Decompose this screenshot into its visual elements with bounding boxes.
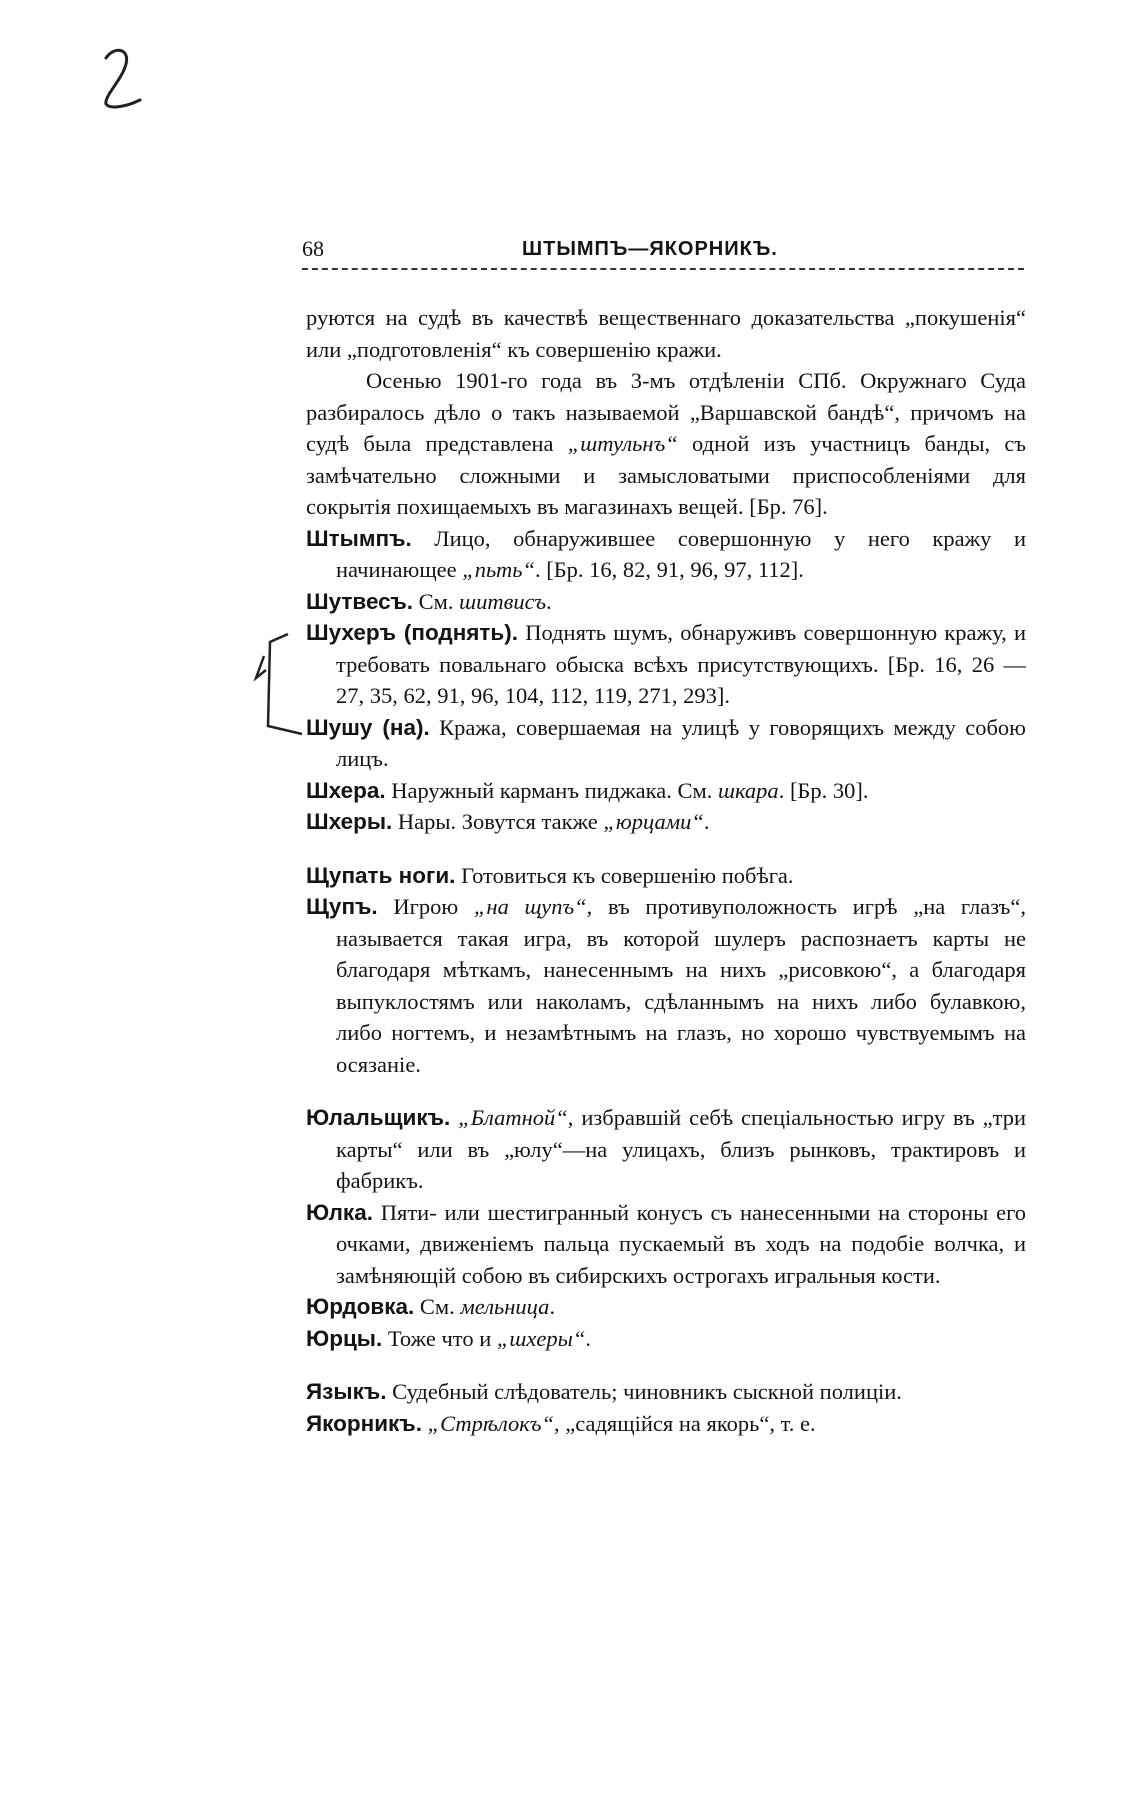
svg-text:2: 2 (156, 104, 157, 105)
italic-term: „штульнъ“ (567, 431, 678, 456)
italic-term: „пьть“ (462, 557, 535, 582)
dictionary-entry (306, 586, 1026, 618)
definition: Судебный слѣдователь; чиновникъ сыскной полиціи. (386, 1379, 902, 1404)
definition-tail: . (703, 809, 710, 834)
definition-tail: . (585, 1325, 591, 1351)
headword: Юрцы. (306, 1325, 383, 1351)
italic-term: шитвисъ (459, 588, 547, 614)
section-gap (306, 838, 1026, 860)
italic-term: мельница (460, 1294, 550, 1319)
definition-tail: . (549, 1294, 556, 1319)
definition: Тоже что и (382, 1325, 497, 1351)
headword: Якорникъ. (306, 1410, 422, 1436)
headword: Шутвесъ. (306, 588, 414, 614)
definition: Кража, совершаемая на улицѣ у говорящихъ между собою лицъ. (336, 714, 1026, 771)
dictionary-entry (306, 712, 1026, 775)
dictionary-entry (306, 617, 1026, 712)
definition: См. (414, 1294, 461, 1319)
dictionary-entry (306, 1323, 1026, 1355)
headword: Шухеръ (поднять). (306, 620, 519, 645)
dictionary-entry (306, 1376, 1026, 1408)
definition-tail: , „садящійся на якорь“, т. е. (554, 1410, 816, 1436)
definition: Наружный карманъ пиджака. См. (385, 777, 718, 803)
headword: Юлка. (306, 1199, 373, 1225)
italic-term: „на щупъ“ (473, 894, 587, 919)
dictionary-entry (306, 775, 1026, 807)
headword: Шхеры. (306, 809, 393, 834)
headword: Языкъ. (306, 1379, 387, 1404)
headword: Юрдовка. (306, 1294, 415, 1319)
definition: Поднять шумъ, обнаруживъ совершонную кражу, и требовать повальнаго обыска всѣхъ присутствующихъ. [Бр. 16, 26 — 27, 35, 62, 91, 96, 104, 112, 119, 271, 293]. (336, 620, 1026, 708)
headword: Шушу (на). (306, 714, 430, 740)
section-gap (306, 1354, 1026, 1376)
paragraph: Осенью 1901-го года въ 3-мъ отдѣленіи СПб. Окружнаго Суда разбиралось дѣло о такъ называемой „Варшавской бандѣ“, причомъ на судѣ была представлена „штульнъ“ одной изъ участницъ банды, съ замѣчательно сложными и замысловатыми приспособленіями для сокрытія похищаемыхъ въ магазинахъ вещей. [Бр. 76]. (306, 368, 1026, 519)
section-gap (306, 1080, 1026, 1102)
definition-tail: . [Бр. 16, 82, 91, 96, 97, 112]. (534, 557, 804, 582)
dictionary-entry (306, 1102, 1026, 1197)
definition: См. (413, 588, 460, 614)
headword: Щупать ноги. (306, 862, 456, 888)
definition-tail: , въ противуположность игрѣ „на глазъ“, называется такая игра, въ которой шулеръ распознаетъ карты не благодаря мѣткамъ, нанесеннымъ на нихъ „рисовкою“, а благодаря выпуклостямъ или наколамъ, сдѣланнымъ на нихъ либо булавкою, либо ногтемъ, и незамѣтнымъ на глазъ, но хорошо чувствуемымъ на осязаніе. (336, 894, 1026, 1077)
italic-term: „Блатной“ (458, 1105, 568, 1130)
dictionary-entry (306, 1291, 1026, 1323)
dictionary-entry (306, 523, 1026, 586)
definition: Лицо, обнаружившее совершонную у него кражу и начинающее (336, 525, 1026, 582)
dictionary-entry (306, 806, 1026, 838)
italic-term: „Стрѣлокъ“ (427, 1410, 554, 1436)
headword: Шхера. (306, 777, 386, 803)
headword: Юлальщикъ. (306, 1105, 451, 1130)
handwritten-page-mark (96, 44, 157, 114)
dictionary-entry (306, 891, 1026, 1080)
definition: Нары. Зовутся также (392, 809, 604, 834)
italic-term: шкара (717, 777, 779, 803)
definition-tail: одной изъ участницъ банды, съ замѣчательно сложными и замысловатыми приспособленіями для сокрытія похищаемыхъ въ магазинахъ вещей. [Бр. 76]. (306, 431, 1026, 519)
definition: Пяти- или шестигранный конусъ съ нанесенными на стороны его очками, движеніемъ пальца пускаемый въ ходъ на подобіе волчка, и замѣняющій собою въ сибирскихъ острогахъ игральныя кости. (336, 1199, 1026, 1288)
header-rule (302, 268, 1024, 270)
dictionary-entry (306, 1408, 1026, 1440)
definition-tail: . (546, 588, 552, 614)
definition: Игрою (377, 894, 474, 919)
continuation-text: руются на судѣ въ качествѣ вещественнаго доказательства „покушенія“ или „подготовленія“ къ совершенію кражи. (306, 305, 1026, 362)
headword: Щупъ. (306, 894, 378, 919)
page-header (302, 236, 1024, 272)
definition-tail: . [Бр. 30]. (778, 777, 869, 803)
italic-term: „шхеры“ (496, 1325, 586, 1351)
definition-tail: , избравшій себѣ спеціальностью игру въ „три карты“ или въ „юлу“—на улицахъ, близъ рынковъ, трактировъ и фабрикъ. (336, 1105, 1027, 1193)
definition: Готовиться къ совершенію побѣга. (455, 862, 794, 888)
margin-bracket-mark (248, 630, 308, 740)
italic-term: „юрцами“ (603, 809, 704, 834)
dictionary-entry (306, 1197, 1026, 1292)
running-head: ШТЫМПЪ—ЯКОРНИКЪ. (522, 238, 778, 260)
page-number: 68 (302, 236, 324, 261)
dictionary-entry (306, 860, 1026, 892)
dictionary-text (306, 302, 1026, 1439)
headword: Штымпъ. (306, 525, 412, 551)
